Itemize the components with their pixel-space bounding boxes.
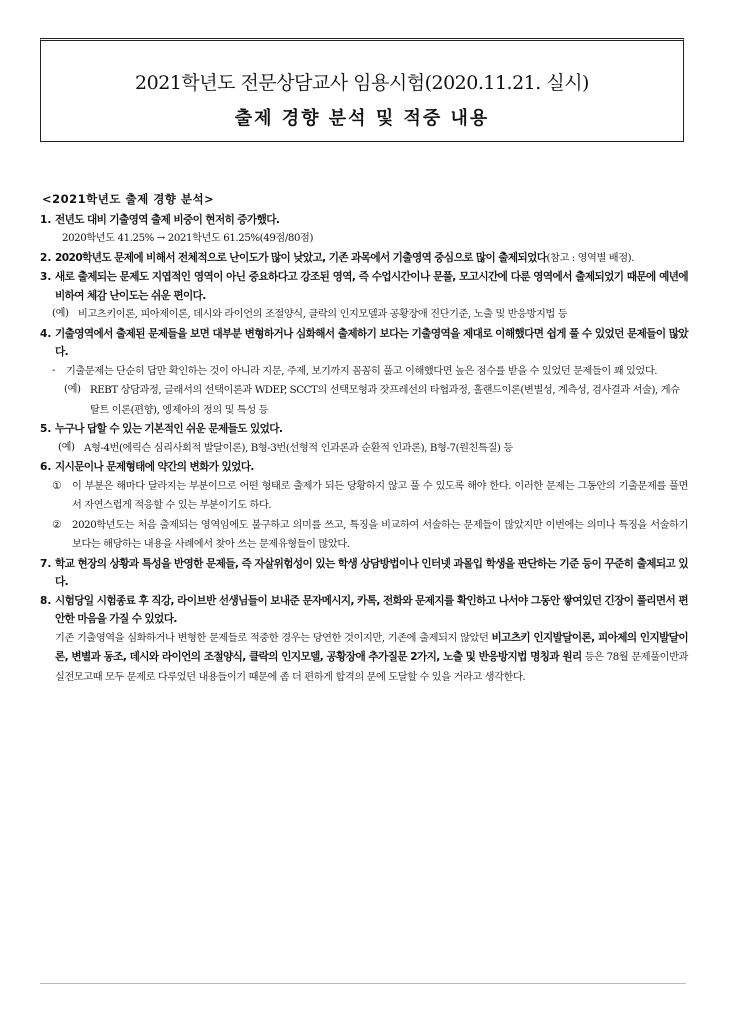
section-title: <2021학년도 출제 경향 분석> xyxy=(42,192,215,206)
circled-marker: ① xyxy=(52,479,62,492)
circled-marker: ② xyxy=(52,518,62,531)
dash-marker: - xyxy=(52,364,56,376)
list-item-2 xyxy=(40,249,688,269)
item-number: 2. xyxy=(40,251,52,264)
item-number: 4. xyxy=(40,327,52,340)
item-number: 3. xyxy=(40,271,52,283)
example-marker: (예) xyxy=(58,441,75,453)
closing-paragraph xyxy=(40,629,688,688)
example-marker: (예) xyxy=(52,308,69,319)
circled-point-2 xyxy=(40,516,688,555)
list-item-6 xyxy=(40,458,688,477)
example-text: 비고츠키이론, 피아제이론, 데시와 라이언의 조절양식, 클락의 인지모델과 공황장애 진단기준, 노출 및 반응방지법 등 xyxy=(78,309,568,320)
item-text: 2020학년도 문제에 비해서 전체적으로 난이도가 많이 낮았고, 기존 과목에서 기출영역 중심으로 많이 출제되었다 xyxy=(55,251,547,264)
page-title: 2021학년도 전문상담교사 임용시험(2020.11.21. 실시) xyxy=(135,72,589,94)
dash-line xyxy=(40,362,688,382)
item-text: 시험당일 시험종료 후 직강, 라이브반 선생님들이 보내준 문자메시지, 카톡, 전화와 문제지를 확인하고 나서야 그동안 쌓여있던 긴장이 풀리면서 편안한 마음을 가질 수 있었다. xyxy=(55,594,688,625)
item-text: 기출영역에서 출제된 문제들을 보면 대부분 변형하거나 심화해서 출제하기 보다는 기출영역을 제대로 이해했다면 쉽게 풀 수 있었던 문제들이 많았다. xyxy=(55,327,688,358)
example-marker: (예) xyxy=(64,384,81,395)
list-item-1 xyxy=(40,211,688,230)
item-text: 학교 현장의 상황과 특성을 반영한 문제들, 즉 자살위험성이 있는 학생 상담방법이나 인터넷 과몰입 학생을 판단하는 기준 등이 꾸준히 출제되고 있다. xyxy=(55,557,688,588)
list-item-4 xyxy=(40,325,688,362)
list-item-5 xyxy=(40,420,688,439)
item-note: (참고 : 영역별 배점). xyxy=(546,252,635,264)
list-item-8 xyxy=(40,592,688,629)
closing-text-1: 기존 기출영역을 심화하거나 변형한 문제들로 적중한 경우는 당연한 것이지만, 기존에 출제되지 않았던 xyxy=(55,632,492,644)
footer-divider xyxy=(40,983,686,984)
list-item-3 xyxy=(40,268,688,305)
example-text: A형-4번(에릭슨 심리사회적 발달이론), B형-3번(선형적 인과론과 순환적 인과론), B형-7(원친특질) 등 xyxy=(84,442,513,454)
closing-text-2: 등은 78월 문제풀이반과 실전모고때 모두 문제로 다루었던 내용들이기 때문에 좀 더 편하게 합격의 문에 도달할 수 있을 거라고 생각한다. xyxy=(55,652,688,683)
item-number: 6. xyxy=(40,461,52,473)
title-box xyxy=(40,38,684,142)
detail-text: 2020학년도 41.25% → 2021학년도 61.25%(49점/80점) xyxy=(62,233,314,244)
list-item-7 xyxy=(40,555,688,592)
item-text: 전년도 대비 기출영역 출제 비중이 현저히 증가했다. xyxy=(55,213,280,226)
dash-text: 기출문제는 단순히 답만 확인하는 것이 아니라 지문, 주제, 보기까지 꼼꼼히 풀고 이해했다면 높은 점수를 받을 수 있었던 문제들이 꽤 있었다. xyxy=(66,365,658,377)
item-text: 누구나 답할 수 있는 기본적인 쉬운 문제들도 있었다. xyxy=(55,423,283,435)
item-number: 5. xyxy=(40,423,52,435)
item-text: 지시문이나 문제형태에 약간의 변화가 있었다. xyxy=(55,461,254,473)
example-line xyxy=(40,305,688,325)
example-line xyxy=(40,381,688,420)
page-subtitle: 출제 경향 분석 및 적중 내용 xyxy=(234,108,490,129)
circled-point-1 xyxy=(40,477,688,516)
closing-bold-text: 비고츠키 인지발달이론, 피아제의 인지발달이론, 변별과 동조, 데시와 라이언의 조절양식, 클락의 인지모델, 공황장애 추가질문 2가지, 노출 및 반응방지법 명칭과 원리 xyxy=(55,631,688,663)
analysis-section xyxy=(40,190,688,687)
item-text: 새로 출제되는 문제도 지엽적인 영역이 아닌 중요하다고 강조된 영역, 즉 수업시간이나 문풀, 모고시간에 다룬 영역에서 출제되었기 때문에 예년에 비하여 체감 난이도는 쉬운 편이다. xyxy=(55,271,688,302)
item-number: 7. xyxy=(40,557,52,570)
example-text: REBT 상담과정, 글래서의 선택이론과 WDEP, SCCT의 선택모형과 잣프레선의 타협과정, 홀랜드이론(변별성, 계측성, 검사결과 서술), 게슈탈트 이론(편향), 엥제아의 정의 및 특성 등 xyxy=(90,385,680,416)
circled-text: 이 부분은 해마다 달라지는 부분이므로 어떤 형태로 출제가 되든 당황하지 않고 풀 수 있도록 해야 한다. 이러한 문제는 그동안의 기출문제를 풀면서 자연스럽게 적응할 수 있는 부분이기도 하다. xyxy=(72,480,688,511)
item-number: 1. xyxy=(40,213,52,226)
circled-text: 2020학년도는 처음 출제되는 영역임에도 불구하고 의미를 쓰고, 특징을 비교하여 서술하는 문제들이 많았지만 이번에는 의미나 특징을 서술하기보다는 해당하는 내용을 사례에서 찾아 쓰는 문제유형들이 많았다. xyxy=(72,519,688,550)
item-number: 8. xyxy=(40,594,52,607)
detail-line xyxy=(40,229,688,249)
example-line xyxy=(40,439,688,459)
